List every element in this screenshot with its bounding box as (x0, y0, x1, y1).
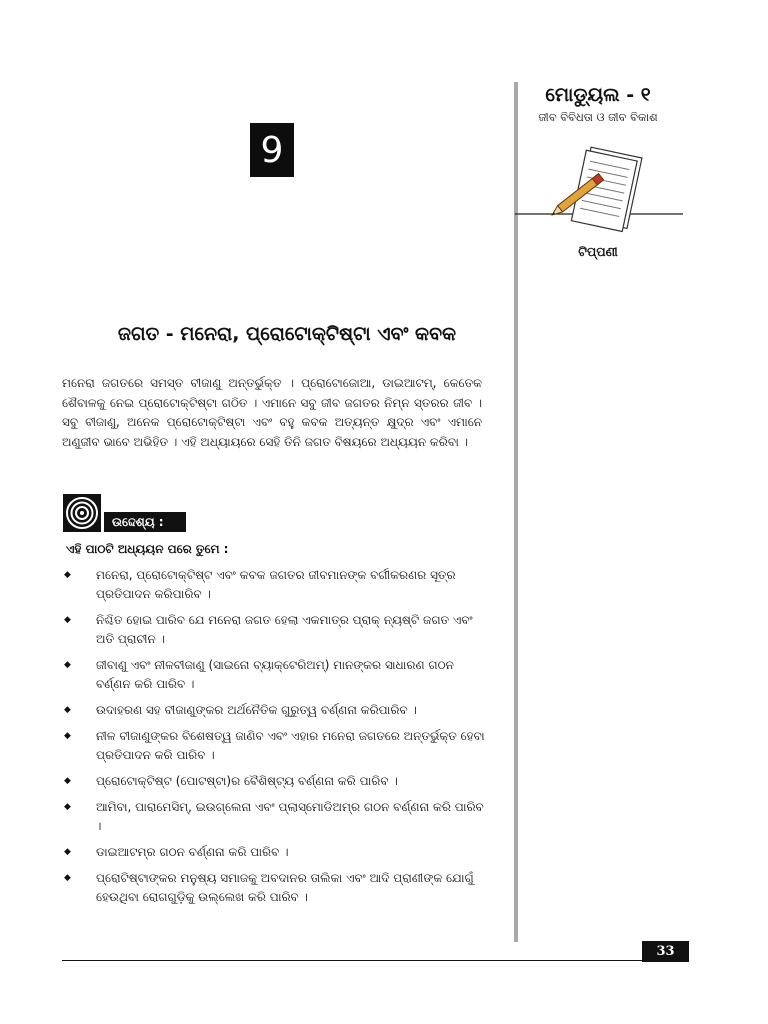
objective-item: ◆ ଆମିବା, ପାରାମେସିମ୍, ଇଉଗ୍ଲେନା ଏବଂ ପ୍ଲାସ୍ମୋଡିଅମ୍‌ର ଗଠନ ବର୍ଣ୍ଣନା କରି ପାରିବ । (62, 798, 488, 836)
chapter-number: 9 (250, 123, 294, 177)
notes-label: ଟିପ୍ପଣୀ (578, 244, 618, 259)
module-subtitle: ଜୀବ ବିବିଧତା ଓ ଜୀବ ବିକାଶ (538, 110, 658, 124)
page-number: 33 (642, 941, 689, 962)
objectives-lead: ଏହି ପାଠଟି ଅଧ୍ୟୟନ ପରେ ତୁମେ : (66, 542, 229, 556)
objective-item: ◆ ନିଶ୍ଚିତ ହୋଇ ପାରିବ ଯେ ମନେରା ଜଗତ ହେଲା ଏକମାତ୍ର ପ୍ରାକ୍ ନ୍ୟଷ୍ଟି ଜଗତ ଏବଂ ଅତି ପ୍ରାଚୀନ । (62, 611, 488, 649)
objective-item: ◆ ପ୍ରୋଟିଷ୍ଟାଙ୍କର ମନୁଷ୍ୟ ସମାଜକୁ ଅବଦାନର ତାଲିକା ଏବଂ ଆଦି ପ୍ରାଣୀଙ୍କ ଯୋଗୁଁ ହେଉଥିବା ରୋଗଗୁଡ଼ିକୁ ଉଲ୍ଲେଖ କରି ପାରିବ । (62, 869, 488, 907)
objectives-list (62, 566, 488, 914)
chapter-title: ଜଗତ - ମନେରା, ପ୍ରୋଟୋକ୍ଟିଷ୍ଟା ଏବଂ କବକ (117, 323, 457, 345)
module-title: ମୋଡ୍ୟୁଲ - ୧ (545, 84, 651, 106)
objective-item: ◆ ପ୍ରୋଟୋକ୍ଟିଷ୍ଟ (ପୋଟଷ୍ଟା)ର ବୈଶିଷ୍ଟ୍ୟ ବର୍ଣ୍ଣନା କରି ପାରିବ । (62, 772, 488, 791)
target-spiral-icon (63, 494, 101, 532)
intro-paragraph: ମନେରା ଜଗତରେ ସମସ୍ତ ବୀଜାଣୁ ଅନ୍ତର୍ଭୁକ୍ତ । ପ୍ରୋଟୋଜୋଆ, ଡାଇଆଟମ୍, କେତେକ ଶୈବାଳକୁ ନେଇ ପ୍ରୋଟୋକ୍ଟିଷ୍ଟା ଗଠିତ । ଏମାନେ ସବୁ ଜୀବ ଜଗତର ନିମ୍ନ ସ୍ତରର ଜୀବ । ସବୁ ବୀଜାଣୁ, ଅନେକ ପ୍ରୋଟୋକ୍ଟିଷ୍ଟା ଏବଂ ବହୁ କବକ ଅତ୍ୟନ୍ତ କ୍ଷୁଦ୍ର ଏବଂ ଏମାନେ ଅଣୁଜୀବ ଭାବେ ଅଭିହିତ । ଏହି ଅଧ୍ୟାୟରେ ସେହି ତିନି ଜଗତ ବିଷୟରେ ଅଧ୍ୟୟନ କରିବା । (62, 376, 482, 449)
objective-item: ◆ ନୀଳ ବୀଜାଣୁଙ୍କର ବିଶେଷତ୍ୱ ଜାଣିବ ଏବଂ ଏହାର ମନେରା ଜଗତରେ ଅନ୍ତର୍ଭୁକ୍ତ ହେବା ପ୍ରତିପାଦନ କରି ପାରିବ । (62, 727, 488, 765)
objective-item: ◆ ଉଦାହରଣ ସହ ବୀଜାଣୁଙ୍କର ଅର୍ଥନୈତିକ ଗୁରୁତ୍ୱ ବର୍ଣ୍ଣନା କରିପାରିବ । (62, 701, 488, 720)
objective-item: ◆ ଡାଇଆଟମ୍‌ର ଗଠନ ବର୍ଣ୍ଣନା କରି ପାରିବ । (62, 843, 488, 862)
objectives-label: ଉଦ୍ଦେଶ୍ୟ : (104, 512, 186, 532)
footer-rule (62, 960, 688, 961)
objective-item: ◆ ଜୀବାଣୁ ଏବଂ ନୀଳବୀଜାଣୁ (ସାଇନୋ ବ୍ୟାକ୍ଟେରିଅମ୍) ମାନଙ୍କର ସାଧାରଣ ଗଠନ ବର୍ଣ୍ଣନ କରି ପାରିବ । (62, 656, 488, 694)
notebook-with-pencil-icon (515, 144, 683, 236)
objective-item: ◆ ମନେରା, ପ୍ରୋଟୋକ୍ଟିଷ୍ଟ ଏବଂ କବକ ଜଗତର ଜୀବମାନଙ୍କ ବର୍ଗୀକରଣର ସୂତ୍ର ପ୍ରତିପାଦନ କରିପାରିବ । (62, 566, 488, 604)
